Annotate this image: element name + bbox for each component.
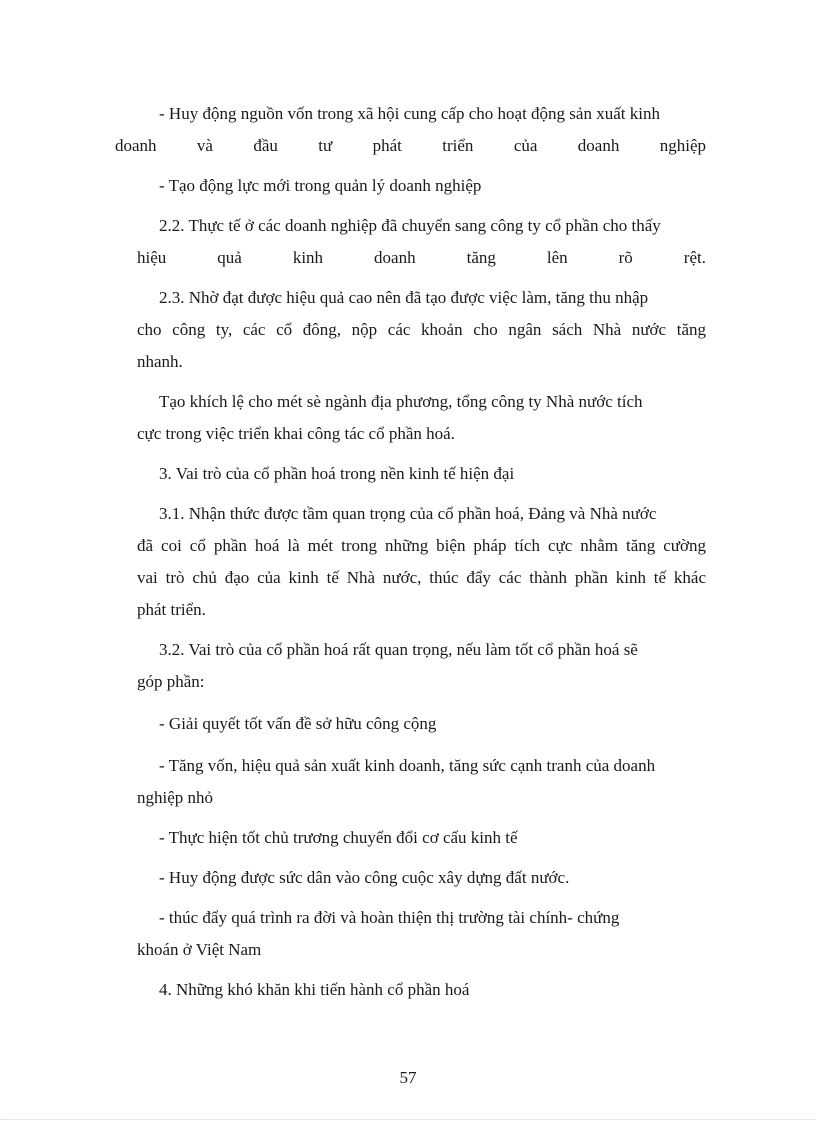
line: cực trong việc triển khai công tác cổ phần hoá. bbox=[137, 424, 455, 443]
page-number: 57 bbox=[399, 1068, 417, 1087]
line: doanh và đầu tư phát triển của doanh nghiệp bbox=[115, 136, 706, 155]
line: hiệu quả kinh doanh tăng lên rõ rệt. bbox=[137, 248, 706, 267]
line: 3.2. Vai trò của cổ phần hoá rất quan trọng, nếu làm tốt cổ phần hoá sẽ bbox=[159, 640, 638, 659]
line: góp phần: bbox=[137, 672, 205, 691]
line: vai trò chủ đạo của kinh tế Nhà nước, thúc đẩy các thành phần kinh tế khác bbox=[137, 568, 706, 587]
bullet-economic-restructuring bbox=[137, 822, 728, 854]
line: - Huy động nguồn vốn trong xã hội cung cấp cho hoạt động sản xuất kinh bbox=[159, 104, 660, 123]
paragraph-capital-mobilization bbox=[115, 98, 728, 162]
line: khoán ở Việt Nam bbox=[137, 940, 262, 959]
paragraph-3-1 bbox=[137, 498, 728, 626]
line: - Huy động được sức dân vào công cuộc xây dựng đất nước. bbox=[159, 868, 570, 887]
heading-section-3 bbox=[137, 458, 728, 490]
bullet-financial-market bbox=[137, 902, 728, 966]
line: nghiệp nhỏ bbox=[137, 788, 214, 807]
paragraph-3-2 bbox=[137, 634, 728, 698]
line: đã coi cổ phần hoá là mét trong những biện pháp tích cực nhằm tăng cường bbox=[137, 536, 706, 555]
line: - Giải quyết tốt vấn đề sở hữu công cộng bbox=[159, 714, 437, 733]
page-bottom-divider bbox=[0, 1119, 816, 1120]
line: 3. Vai trò của cổ phần hoá trong nền kinh tế hiện đại bbox=[159, 464, 515, 483]
line: - Tạo động lực mới trong quản lý doanh nghiệp bbox=[159, 176, 482, 195]
heading-section-4 bbox=[137, 974, 728, 1006]
line: 3.1. Nhận thức được tầm quan trọng của cổ phần hoá, Đảng và Nhà nước bbox=[159, 504, 657, 523]
paragraph-encouragement bbox=[137, 386, 728, 450]
paragraph-2-2 bbox=[137, 210, 728, 274]
line: cho công ty, các cổ đông, nộp các khoản cho ngân sách Nhà nước tăng bbox=[137, 320, 706, 339]
line: phát triển. bbox=[137, 600, 206, 619]
line: - Thực hiện tốt chủ trương chuyển đổi cơ cấu kinh tế bbox=[159, 828, 518, 847]
line: - Tăng vốn, hiệu quả sản xuất kinh doanh, tăng sức cạnh tranh của doanh bbox=[159, 756, 656, 775]
line: 2.3. Nhờ đạt được hiệu quả cao nên đã tạo được việc làm, tăng thu nhập bbox=[159, 288, 649, 307]
paragraph-2-3 bbox=[137, 282, 728, 378]
line: 2.2. Thực tế ở các doanh nghiệp đã chuyển sang công ty cổ phần cho thấy bbox=[159, 216, 661, 235]
paragraph-new-motivation bbox=[137, 170, 728, 202]
line: 4. Những khó khăn khi tiến hành cổ phần hoá bbox=[159, 980, 470, 999]
line: Tạo khích lệ cho mét sè ngành địa phương, tổng công ty Nhà nước tích bbox=[159, 392, 643, 411]
line: nhanh. bbox=[137, 352, 183, 371]
line: - thúc đẩy quá trình ra đời và hoàn thiện thị trường tài chính- chứng bbox=[159, 908, 620, 927]
bullet-mobilize-people bbox=[137, 862, 728, 894]
bullet-public-ownership bbox=[137, 708, 728, 740]
bullet-increase-capital bbox=[137, 750, 728, 814]
